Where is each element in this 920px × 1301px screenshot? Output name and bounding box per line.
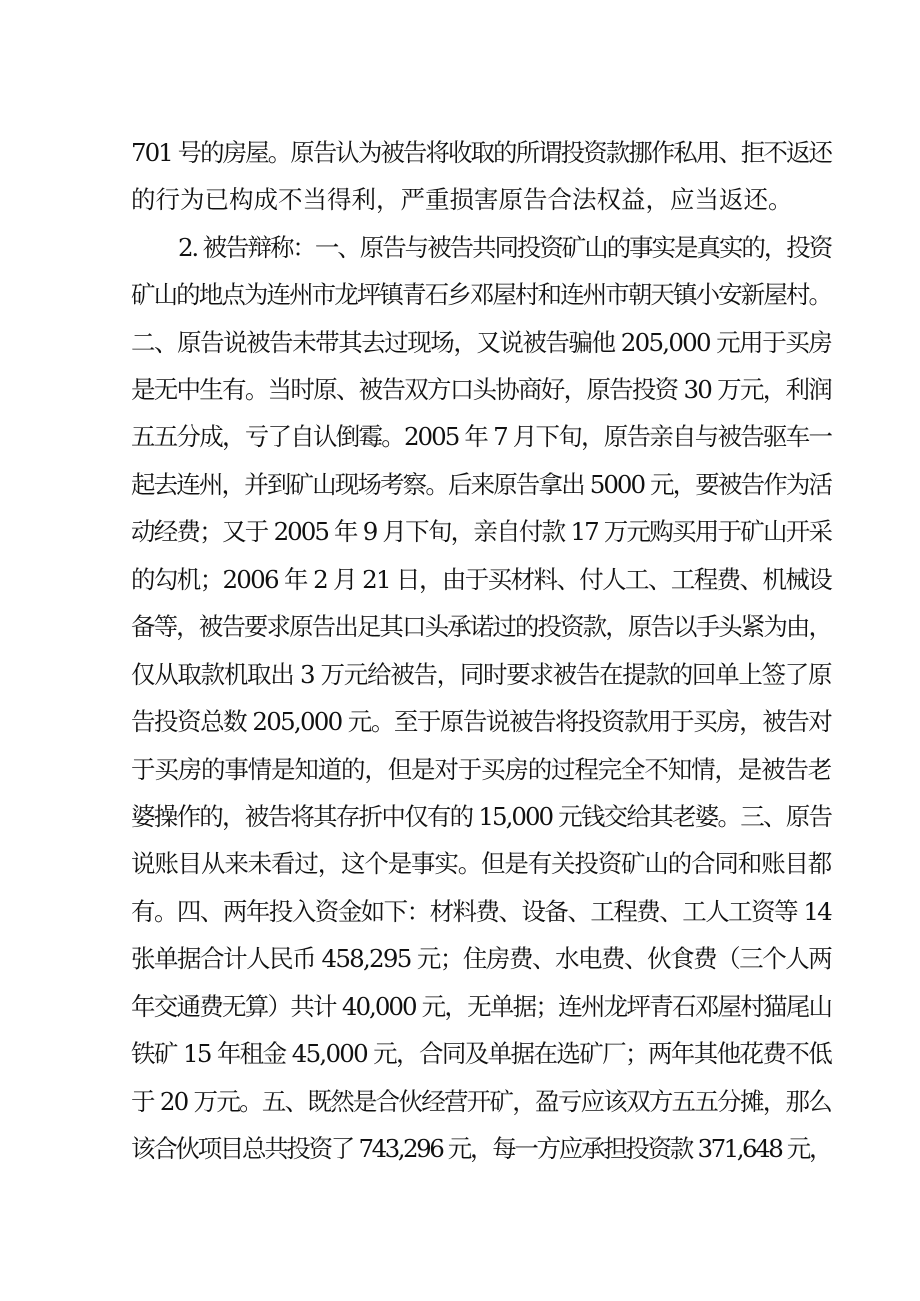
- text-line: 张单据合计人民币 458,295 元；住房费、水电费、伙食费（三个人两: [131, 944, 831, 973]
- text-line: 于 20 万元。五、既然是合伙经营开矿，盈亏应该双方五五分摊，那么: [131, 1087, 831, 1116]
- text-line: 701 号的房屋。原告认为被告将收取的所谓投资款挪作私用、拒不返还: [131, 138, 831, 167]
- text-line: 矿山的地点为连州市龙坪镇青石乡邓屋村和连州市朝天镇小安新屋村。: [131, 280, 831, 309]
- text-line: 于买房的事情是知道的，但是对于买房的过程完全不知情，是被告老: [131, 755, 831, 784]
- text-line: 铁矿 15 年租金 45,000 元，合同及单据在选矿厂；两年其他花费不低: [131, 1039, 831, 1068]
- text-line: 的勾机；2006 年 2 月 21 日，由于买材料、付人工、工程费、机械设: [131, 565, 831, 594]
- text-line: 该合伙项目总共投资了 743,296 元，每一方应承担投资款 371,648 元，: [131, 1134, 831, 1163]
- text-line: 年交通费无算）共计 40,000 元，无单据；连州龙坪青石邓屋村猫尾山: [131, 992, 831, 1021]
- text-line: 五五分成，亏了自认倒霉。2005 年 7 月下旬，原告亲自与被告驱车一: [131, 422, 831, 451]
- text-line: 婆操作的，被告将其存折中仅有的 15,000 元钱交给其老婆。三、原告: [131, 802, 831, 831]
- text-line: 起去连州，并到矿山现场考察。后来原告拿出 5000 元，要被告作为活: [131, 470, 831, 499]
- text-line: 说账目从来未看过，这个是事实。但是有关投资矿山的合同和账目都: [131, 849, 831, 878]
- text-line: 二、原告说被告未带其去过现场，又说被告骗他 205,000 元用于买房: [131, 328, 831, 357]
- text-line: 备等，被告要求原告出足其口头承诺过的投资款，原告以手头紧为由，: [131, 612, 831, 641]
- text-line: 有。四、两年投入资金如下：材料费、设备、工程费、工人工资等 14: [131, 897, 831, 926]
- paragraph-first-line: 2. 被告辩称：一、原告与被告共同投资矿山的事实是真实的，投资: [178, 233, 831, 262]
- text-line: 告投资总数 205,000 元。至于原告说被告将投资款用于买房，被告对: [131, 707, 831, 736]
- text-line: 仅从取款机取出 3 万元给被告，同时要求被告在提款的回单上签了原: [131, 660, 831, 689]
- text-line: 动经费；又于 2005 年 9 月下旬，亲自付款 17 万元购买用于矿山开采: [131, 517, 831, 546]
- text-line: 的行为已构成不当得利，严重损害原告合法权益，应当返还。: [131, 185, 793, 214]
- text-line: 是无中生有。当时原、被告双方口头协商好，原告投资 30 万元，利润: [131, 375, 831, 404]
